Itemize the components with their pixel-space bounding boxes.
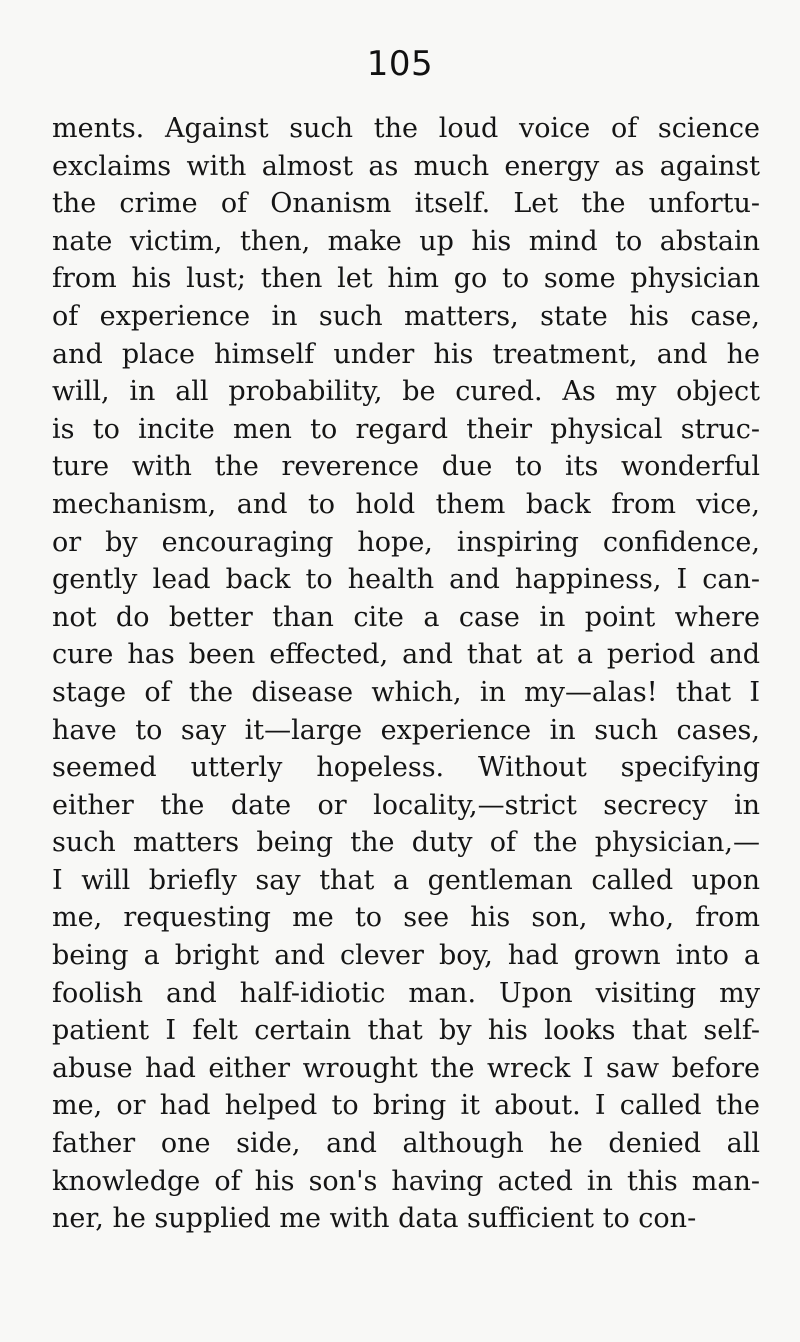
text-line: seemed utterly hopeless. Without specifying — [52, 752, 760, 784]
text-line: father one side, and although he denied all — [52, 1128, 760, 1160]
text-line: gently lead back to health and happiness, I can- — [52, 564, 760, 596]
text-line: not do better than cite a case in point where — [52, 601, 760, 633]
text-line: ner, he supplied me with data sufficient to con- — [52, 1203, 697, 1235]
text-line: is to incite men to regard their physical struc- — [52, 413, 760, 445]
text-line: cure has been effected, and that at a period and — [52, 639, 760, 671]
text-line: patient I felt certain that by his looks that self- — [52, 1015, 760, 1047]
text-line: such matters being the duty of the physician,— — [52, 827, 760, 859]
text-line: abuse had either wrought the wreck I saw before — [52, 1052, 760, 1084]
text-line: either the date or locality,—strict secrecy in — [52, 789, 760, 821]
page-number: 105 — [366, 44, 434, 84]
text-line: being a bright and clever boy, had grown into a — [52, 940, 760, 972]
text-line: I will briefly say that a gentleman called upon — [52, 864, 760, 896]
text-line: of experience in such matters, state his case, — [52, 300, 760, 332]
text-line: the crime of Onanism itself. Let the unfortu- — [52, 188, 760, 220]
text-line: me, requesting me to see his son, who, from — [52, 902, 760, 934]
text-line: and place himself under his treatment, and he — [52, 338, 760, 370]
text-line: have to say it—large experience in such cases, — [52, 714, 760, 746]
text-line: mechanism, and to hold them back from vice, — [52, 488, 760, 520]
text-line: exclaims with almost as much energy as against — [52, 150, 760, 182]
text-line: knowledge of his son's having acted in this man- — [52, 1165, 760, 1197]
body-text — [52, 110, 760, 1238]
text-line: or by encouraging hope, inspiring confidence, — [52, 526, 760, 558]
text-line: ture with the reverence due to its wonderful — [52, 451, 760, 483]
text-line: me, or had helped to bring it about. I called the — [52, 1090, 760, 1122]
text-line: from his lust; then let him go to some physician — [52, 263, 760, 295]
text-line: foolish and half-idiotic man. Upon visiting my — [52, 977, 760, 1009]
text-line: ments. Against such the loud voice of science — [52, 113, 760, 144]
text-line: stage of the disease which, in my—alas! that I — [52, 676, 760, 708]
text-line: will, in all probability, be cured. As my object — [52, 376, 760, 408]
text-line: nate victim, then, make up his mind to abstain — [52, 225, 760, 257]
